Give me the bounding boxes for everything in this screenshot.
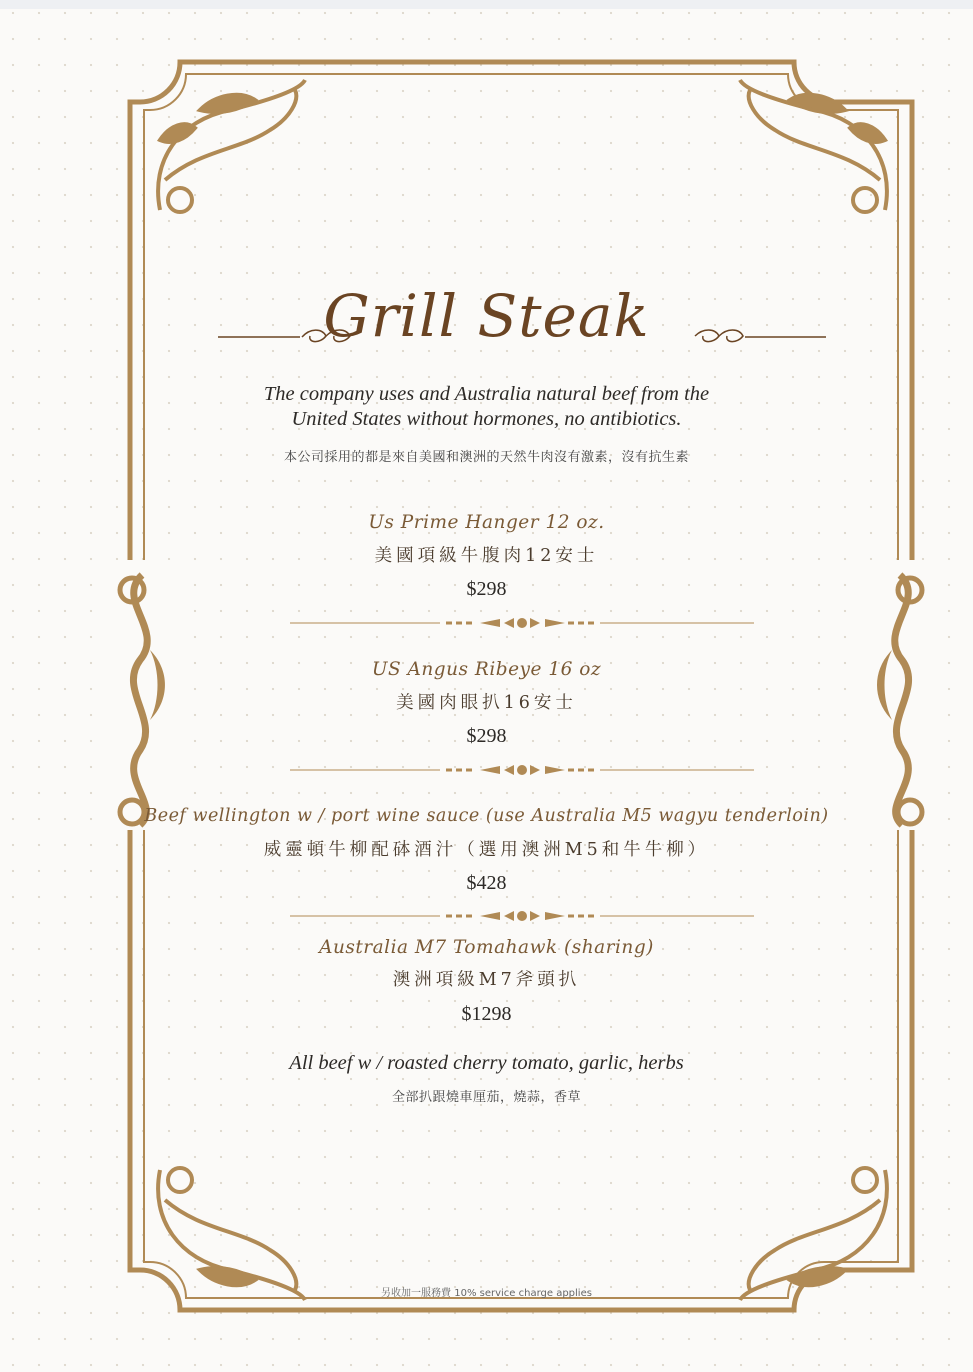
corner-ornament-bottom-right — [740, 1168, 887, 1300]
menu-item-price: $1298 — [461, 1003, 512, 1025]
menu-item-name: US Angus Ribeye 16 oz — [371, 659, 602, 680]
menu-item-name-zh: 美國肉眼扒16安士 — [396, 693, 577, 713]
separator-1 — [290, 618, 754, 628]
menu-item-name-zh: 威靈頓牛柳配砵酒汁（選用澳洲M5和牛牛柳） — [263, 840, 710, 860]
separator-3 — [290, 911, 754, 921]
intro-text-zh: 本公司採用的都是來自美國和澳洲的天然牛肉沒有激素，沒有抗生素 — [283, 450, 689, 465]
menu-item-name-zh: 澳洲項級M7斧頭扒 — [392, 970, 581, 990]
corner-ornament-top-left — [158, 80, 305, 212]
menu-item-name-zh: 美國項級牛腹肉12安士 — [374, 546, 599, 566]
menu-item-name: Beef wellington w / port wine sauce (use Australia M5 wagyu tenderloin) — [144, 806, 829, 826]
separator-2 — [290, 765, 754, 775]
menu-item-name: Us Prime Hanger 12 oz. — [368, 512, 605, 533]
intro-text-en: The company uses and Australia natural beef from the United States without hormones, no antibiotics. — [263, 383, 710, 430]
accompaniment-note-zh: 全部扒跟燒車厘茄，燒蒜，香草 — [391, 1090, 581, 1105]
menu-item-name: Australia M7 Tomahawk (sharing) — [319, 937, 654, 958]
menu-item-price: $298 — [466, 578, 507, 600]
accompaniment-note-en: All beef w / roasted cherry tomato, garlic, herbs — [289, 1052, 684, 1074]
menu-item-price: $298 — [466, 725, 507, 747]
corner-ornament-bottom-left — [158, 1168, 305, 1300]
menu-item-price: $428 — [466, 872, 507, 894]
service-charge-note: 另收加一服務費 10% service charge applies — [381, 1288, 592, 1299]
page-title: Grill Steak — [323, 282, 650, 350]
